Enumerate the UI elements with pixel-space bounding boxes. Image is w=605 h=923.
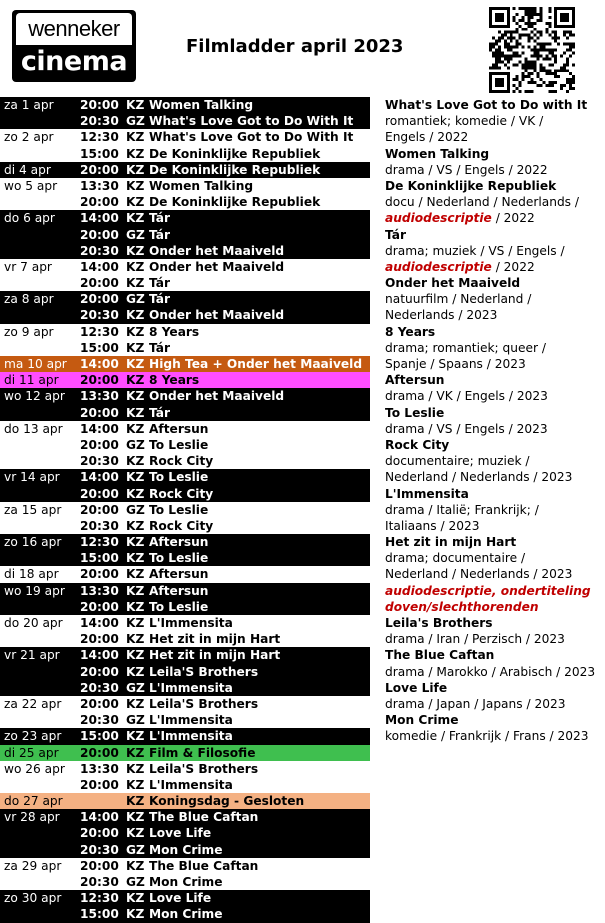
film-info-detail: audiodescriptie / 2022 bbox=[385, 259, 535, 274]
schedule-film: What's Love Got to Do With It bbox=[149, 130, 354, 145]
schedule-room: KZ bbox=[126, 794, 145, 809]
schedule-date: za 29 apr bbox=[4, 858, 62, 873]
film-info-detail: komedie / Frankrijk / Frans / 2023 bbox=[385, 729, 589, 744]
schedule-room: GZ bbox=[126, 292, 145, 307]
schedule-time: 15:00 bbox=[80, 907, 119, 922]
schedule-date: di 18 apr bbox=[4, 567, 59, 582]
schedule-time: 13:30 bbox=[80, 583, 119, 598]
schedule-row bbox=[0, 307, 370, 323]
schedule-row bbox=[0, 291, 370, 307]
schedule-time: 20:00 bbox=[80, 664, 119, 679]
schedule-film: Aftersun bbox=[149, 567, 209, 582]
schedule-room: KZ bbox=[126, 761, 145, 776]
schedule-film: Onder het Maaiveld bbox=[149, 308, 285, 323]
schedule-film: Het zit in mijn Hart bbox=[149, 632, 281, 647]
schedule-film: L'Immensita bbox=[149, 713, 233, 728]
schedule-time: 20:30 bbox=[80, 680, 119, 695]
film-info-detail: drama / Marokko / Arabisch / 2023 bbox=[385, 664, 596, 679]
film-info-detail: Nederland / Nederlands / 2023 bbox=[385, 567, 573, 582]
film-info-detail: Spanje / Spaans / 2023 bbox=[385, 357, 526, 371]
schedule-row bbox=[0, 793, 370, 809]
schedule-room: KZ bbox=[126, 162, 145, 177]
schedule-date: za 22 apr bbox=[4, 696, 62, 711]
schedule-row bbox=[0, 372, 370, 388]
schedule-row bbox=[0, 874, 370, 890]
film-info-detail: audiodescriptie / 2022 bbox=[385, 211, 535, 226]
schedule-time: 20:30 bbox=[80, 842, 119, 857]
schedule-row bbox=[0, 146, 370, 162]
schedule-date: wo 5 apr bbox=[4, 178, 58, 193]
schedule-time: 14:00 bbox=[80, 259, 119, 274]
schedule-room: KZ bbox=[126, 696, 145, 711]
schedule-room: KZ bbox=[126, 130, 145, 145]
schedule-date: zo 30 apr bbox=[4, 891, 62, 906]
schedule-film: Mon Crime bbox=[149, 875, 223, 889]
schedule-time: 20:30 bbox=[80, 114, 119, 129]
schedule-date: zo 16 apr bbox=[4, 535, 62, 550]
schedule-time: 20:00 bbox=[80, 858, 119, 873]
schedule-film: Mon Crime bbox=[149, 907, 223, 922]
schedule-room: KZ bbox=[126, 826, 145, 841]
film-info-detail: drama / Japan / Japans / 2023 bbox=[385, 696, 566, 711]
film-info-title: Leila's Brothers bbox=[385, 616, 493, 630]
film-info-list bbox=[385, 97, 605, 745]
schedule-room: KZ bbox=[126, 777, 145, 792]
film-info-detail: drama; muziek / VS / Engels / bbox=[385, 243, 565, 258]
schedule-row bbox=[0, 599, 370, 615]
film-info-detail: Nederland / Nederlands / 2023 bbox=[385, 470, 573, 485]
schedule-room: KZ bbox=[126, 195, 145, 210]
schedule-room: KZ bbox=[126, 486, 145, 501]
schedule-room: KZ bbox=[126, 664, 145, 679]
schedule-room: KZ bbox=[126, 907, 145, 922]
schedule-row bbox=[0, 680, 370, 696]
schedule-time: 15:00 bbox=[80, 551, 119, 566]
wenneker-cinema-logo bbox=[12, 10, 136, 82]
schedule-time: 12:30 bbox=[80, 535, 119, 550]
schedule-date: zo 23 apr bbox=[4, 729, 62, 744]
schedule-date: di 11 apr bbox=[4, 373, 59, 388]
schedule-time: 20:00 bbox=[80, 195, 119, 210]
schedule-date: do 20 apr bbox=[4, 616, 63, 630]
schedule-row bbox=[0, 405, 370, 421]
schedule-row bbox=[0, 647, 370, 663]
schedule-film: L'Immensita bbox=[149, 680, 233, 695]
schedule-row bbox=[0, 324, 370, 340]
schedule-row bbox=[0, 906, 370, 922]
schedule-time: 12:30 bbox=[80, 130, 119, 145]
film-info-title: Love Life bbox=[385, 680, 448, 695]
accessibility-note: audiodescriptie, ondertiteling bbox=[385, 583, 591, 598]
schedule-row bbox=[0, 97, 370, 113]
schedule-room: KZ bbox=[126, 146, 145, 161]
schedule-time: 15:00 bbox=[80, 340, 119, 355]
film-info-detail: romantiek; komedie / VK / bbox=[385, 114, 544, 129]
schedule-film: Leila'S Brothers bbox=[149, 761, 259, 776]
schedule-film: Rock City bbox=[149, 454, 214, 469]
schedule-film: The Blue Caftan bbox=[149, 858, 259, 873]
film-info-title: Het zit in mijn Hart bbox=[385, 535, 517, 550]
schedule-room: KZ bbox=[126, 259, 145, 274]
schedule-film: De Koninklijke Republiek bbox=[149, 195, 321, 210]
schedule-film: To Leslie bbox=[149, 437, 209, 452]
schedule-row bbox=[0, 777, 370, 793]
schedule-film: Tár bbox=[149, 276, 170, 291]
logo-text-top: wenneker bbox=[16, 13, 132, 45]
schedule-row bbox=[0, 210, 370, 226]
schedule-date: wo 19 apr bbox=[4, 583, 65, 598]
film-info-title: L'Immensita bbox=[385, 486, 469, 501]
schedule-time: 20:00 bbox=[80, 292, 119, 307]
schedule-row bbox=[0, 486, 370, 502]
schedule-room: KZ bbox=[126, 518, 145, 533]
schedule-film: 8 Years bbox=[149, 324, 200, 339]
schedule-row bbox=[0, 388, 370, 404]
schedule-time: 15:00 bbox=[80, 146, 119, 161]
schedule-time: 20:00 bbox=[80, 373, 119, 388]
schedule-row bbox=[0, 858, 370, 874]
film-info-title: What's Love Got to Do with It bbox=[385, 98, 588, 112]
schedule-date: vr 14 apr bbox=[4, 470, 60, 485]
schedule-row bbox=[0, 728, 370, 744]
schedule-room: KZ bbox=[126, 729, 145, 744]
film-info-title: The Blue Caftan bbox=[385, 648, 495, 663]
schedule-row bbox=[0, 243, 370, 259]
schedule-time: 20:30 bbox=[80, 518, 119, 533]
schedule-film: Tár bbox=[149, 227, 170, 242]
film-info-detail: Italiaans / 2023 bbox=[385, 518, 480, 533]
schedule-room: KZ bbox=[126, 211, 145, 226]
schedule-film: Leila'S Brothers bbox=[149, 664, 259, 679]
film-info-detail: drama; romantiek; queer / bbox=[385, 340, 546, 355]
schedule-film: Love Life bbox=[149, 826, 212, 841]
schedule-row bbox=[0, 227, 370, 243]
schedule-room: KZ bbox=[126, 745, 145, 760]
accessibility-note: doven/slechthorenden bbox=[385, 599, 539, 614]
schedule-row bbox=[0, 809, 370, 825]
schedule-row bbox=[0, 712, 370, 728]
schedule-row bbox=[0, 162, 370, 178]
schedule-time: 20:00 bbox=[80, 405, 119, 420]
schedule-film: Mon Crime bbox=[149, 842, 223, 857]
schedule-row bbox=[0, 761, 370, 777]
schedule-time: 20:00 bbox=[80, 826, 119, 841]
schedule-row bbox=[0, 194, 370, 210]
schedule-date: di 25 apr bbox=[4, 745, 59, 760]
schedule-room: GZ bbox=[126, 114, 145, 129]
schedule-time: 20:00 bbox=[80, 777, 119, 792]
schedule-time: 12:30 bbox=[80, 891, 119, 906]
schedule-room: KZ bbox=[126, 551, 145, 566]
schedule-time: 14:00 bbox=[80, 211, 119, 226]
schedule-time: 20:00 bbox=[80, 162, 119, 177]
schedule-film: Women Talking bbox=[149, 178, 254, 193]
schedule-row bbox=[0, 178, 370, 194]
schedule-row bbox=[0, 745, 370, 761]
schedule-film: L'Immensita bbox=[149, 777, 233, 792]
schedule-room: KZ bbox=[126, 891, 145, 906]
schedule-film: Aftersun bbox=[149, 535, 209, 550]
schedule-film: To Leslie bbox=[149, 599, 209, 614]
schedule-time: 14:00 bbox=[80, 421, 119, 436]
schedule-row bbox=[0, 129, 370, 145]
schedule-room: GZ bbox=[126, 437, 145, 452]
schedule-time: 14:00 bbox=[80, 810, 119, 825]
film-info-detail: drama / VK / Engels / 2023 bbox=[385, 389, 548, 404]
schedule-time: 14:00 bbox=[80, 616, 119, 630]
schedule-room: GZ bbox=[126, 713, 145, 728]
schedule-film: Tár bbox=[149, 405, 170, 420]
film-info-title: Aftersun bbox=[385, 373, 445, 388]
schedule-time: 13:30 bbox=[80, 761, 119, 776]
schedule-time: 20:30 bbox=[80, 308, 119, 323]
schedule-film: To Leslie bbox=[149, 551, 209, 566]
schedule-room: KZ bbox=[126, 276, 145, 291]
film-info-title: Women Talking bbox=[385, 146, 490, 161]
schedule-film: To Leslie bbox=[149, 502, 209, 517]
schedule-room: KZ bbox=[126, 858, 145, 873]
schedule-room: KZ bbox=[126, 421, 145, 436]
schedule-date: vr 7 apr bbox=[4, 259, 52, 274]
schedule-time: 20:00 bbox=[80, 227, 119, 242]
schedule-room: KZ bbox=[126, 470, 145, 485]
schedule-date: do 13 apr bbox=[4, 421, 63, 436]
schedule-room: GZ bbox=[126, 227, 145, 242]
schedule-table bbox=[0, 97, 370, 923]
schedule-date: wo 12 apr bbox=[4, 389, 65, 404]
schedule-time: 20:30 bbox=[80, 243, 119, 258]
schedule-time: 20:00 bbox=[80, 98, 119, 112]
schedule-film: De Koninklijke Republiek bbox=[149, 162, 321, 177]
schedule-row bbox=[0, 518, 370, 534]
film-info-detail: drama / Italië; Frankrijk; / bbox=[385, 502, 539, 517]
schedule-film: Onder het Maaiveld bbox=[149, 243, 285, 258]
schedule-film: Leila'S Brothers bbox=[149, 696, 259, 711]
schedule-time: 20:00 bbox=[80, 696, 119, 711]
schedule-date: ma 10 apr bbox=[4, 357, 67, 371]
film-info-detail: documentaire; muziek / bbox=[385, 454, 530, 469]
schedule-room: KZ bbox=[126, 567, 145, 582]
qr-code-icon[interactable] bbox=[489, 7, 575, 93]
schedule-film: Tár bbox=[149, 340, 170, 355]
schedule-film: Rock City bbox=[149, 486, 214, 501]
schedule-time: 20:00 bbox=[80, 599, 119, 614]
film-info-title: Tár bbox=[385, 227, 406, 242]
schedule-film: De Koninklijke Republiek bbox=[149, 146, 321, 161]
schedule-room: KZ bbox=[126, 389, 145, 404]
schedule-time: 14:00 bbox=[80, 357, 119, 371]
schedule-date: zo 9 apr bbox=[4, 324, 54, 339]
schedule-room: KZ bbox=[126, 648, 145, 663]
schedule-row bbox=[0, 631, 370, 647]
schedule-row bbox=[0, 583, 370, 599]
schedule-film: Koningsdag - Gesloten bbox=[149, 794, 305, 809]
film-info-detail: Nederlands / 2023 bbox=[385, 308, 498, 323]
schedule-room: GZ bbox=[126, 842, 145, 857]
schedule-room: KZ bbox=[126, 308, 145, 323]
schedule-film: Onder het Maaiveld bbox=[149, 389, 285, 404]
film-info-detail: drama; documentaire / bbox=[385, 551, 526, 566]
schedule-film: Rock City bbox=[149, 518, 214, 533]
schedule-room: KZ bbox=[126, 810, 145, 825]
schedule-room: KZ bbox=[126, 373, 145, 388]
schedule-date: za 15 apr bbox=[4, 502, 62, 517]
schedule-date: za 8 apr bbox=[4, 292, 54, 307]
schedule-row bbox=[0, 502, 370, 518]
schedule-row bbox=[0, 890, 370, 906]
schedule-time: 20:00 bbox=[80, 502, 119, 517]
schedule-row bbox=[0, 259, 370, 275]
schedule-row bbox=[0, 453, 370, 469]
schedule-film: Love Life bbox=[149, 891, 212, 906]
schedule-time: 13:30 bbox=[80, 178, 119, 193]
schedule-time: 14:00 bbox=[80, 470, 119, 485]
schedule-room: KZ bbox=[126, 98, 145, 112]
schedule-row bbox=[0, 534, 370, 550]
schedule-film: L'Immensita bbox=[149, 616, 233, 630]
schedule-time: 20:00 bbox=[80, 276, 119, 291]
schedule-time: 20:30 bbox=[80, 875, 119, 889]
schedule-row bbox=[0, 664, 370, 680]
film-info-title: To Leslie bbox=[385, 405, 445, 420]
schedule-time: 20:00 bbox=[80, 745, 119, 760]
schedule-room: KZ bbox=[126, 405, 145, 420]
schedule-date: wo 26 apr bbox=[4, 761, 65, 776]
schedule-room: KZ bbox=[126, 632, 145, 647]
schedule-row bbox=[0, 356, 370, 372]
schedule-room: KZ bbox=[126, 454, 145, 469]
schedule-row bbox=[0, 275, 370, 291]
schedule-date: do 6 apr bbox=[4, 211, 55, 226]
schedule-film: High Tea + Onder het Maaiveld bbox=[149, 357, 363, 371]
schedule-room: KZ bbox=[126, 583, 145, 598]
schedule-film: Aftersun bbox=[149, 583, 209, 598]
schedule-time: 13:30 bbox=[80, 389, 119, 404]
film-info-detail: drama / VS / Engels / 2023 bbox=[385, 421, 548, 436]
schedule-time: 20:00 bbox=[80, 486, 119, 501]
schedule-time: 15:00 bbox=[80, 729, 119, 744]
film-info-detail: Engels / 2022 bbox=[385, 130, 469, 145]
schedule-room: KZ bbox=[126, 599, 145, 614]
schedule-film: Aftersun bbox=[149, 421, 209, 436]
audiodescription-label: audiodescriptie bbox=[385, 259, 492, 274]
schedule-room: KZ bbox=[126, 535, 145, 550]
schedule-date: di 4 apr bbox=[4, 162, 51, 177]
schedule-row bbox=[0, 113, 370, 129]
audiodescription-label: audiodescriptie bbox=[385, 211, 492, 226]
schedule-film: Film & Filosofie bbox=[149, 745, 256, 760]
film-info-detail: natuurfilm / Nederland / bbox=[385, 292, 532, 307]
schedule-film: Tár bbox=[149, 292, 170, 307]
schedule-film: 8 Years bbox=[149, 373, 200, 388]
schedule-film: L'Immensita bbox=[149, 729, 233, 744]
schedule-row bbox=[0, 696, 370, 712]
schedule-time: 20:30 bbox=[80, 454, 119, 469]
film-info-title: De Koninklijke Republiek bbox=[385, 178, 557, 193]
schedule-film: Women Talking bbox=[149, 98, 254, 112]
schedule-room: KZ bbox=[126, 324, 145, 339]
schedule-row bbox=[0, 469, 370, 485]
schedule-date: do 27 apr bbox=[4, 794, 63, 809]
schedule-film: Tár bbox=[149, 211, 170, 226]
schedule-date: vr 28 apr bbox=[4, 810, 60, 825]
schedule-film: The Blue Caftan bbox=[149, 810, 259, 825]
schedule-room: KZ bbox=[126, 340, 145, 355]
schedule-film: Het zit in mijn Hart bbox=[149, 648, 281, 663]
schedule-row bbox=[0, 437, 370, 453]
film-info-detail: docu / Nederland / Nederlands / bbox=[385, 195, 580, 210]
schedule-room: KZ bbox=[126, 243, 145, 258]
schedule-room: KZ bbox=[126, 178, 145, 193]
schedule-row bbox=[0, 825, 370, 841]
schedule-room: GZ bbox=[126, 875, 145, 889]
schedule-room: KZ bbox=[126, 616, 145, 630]
page-title: Filmladder april 2023 bbox=[186, 36, 404, 57]
schedule-time: 20:00 bbox=[80, 567, 119, 582]
schedule-date: zo 2 apr bbox=[4, 130, 54, 145]
schedule-row bbox=[0, 566, 370, 582]
film-info-title: 8 Years bbox=[385, 324, 436, 339]
schedule-row bbox=[0, 340, 370, 356]
schedule-room: KZ bbox=[126, 357, 145, 371]
logo-text-bottom: cinema bbox=[20, 46, 128, 77]
schedule-room: GZ bbox=[126, 680, 145, 695]
film-info-title: Mon Crime bbox=[385, 713, 459, 728]
schedule-time: 20:30 bbox=[80, 713, 119, 728]
schedule-film: What's Love Got to Do With It bbox=[149, 114, 354, 129]
schedule-room: GZ bbox=[126, 502, 145, 517]
schedule-time: 12:30 bbox=[80, 324, 119, 339]
film-info-title: Rock City bbox=[385, 437, 450, 452]
schedule-time: 20:00 bbox=[80, 437, 119, 452]
schedule-film: To Leslie bbox=[149, 470, 209, 485]
schedule-time: 14:00 bbox=[80, 648, 119, 663]
film-info-detail: drama / Iran / Perzisch / 2023 bbox=[385, 632, 565, 647]
schedule-row bbox=[0, 615, 370, 631]
schedule-row bbox=[0, 550, 370, 566]
film-info-detail: drama / VS / Engels / 2022 bbox=[385, 162, 548, 177]
schedule-film: Onder het Maaiveld bbox=[149, 259, 285, 274]
film-info-title: Onder het Maaiveld bbox=[385, 276, 521, 291]
schedule-date: za 1 apr bbox=[4, 98, 54, 112]
schedule-row bbox=[0, 421, 370, 437]
schedule-date: vr 21 apr bbox=[4, 648, 60, 663]
schedule-row bbox=[0, 842, 370, 858]
schedule-time: 20:00 bbox=[80, 632, 119, 647]
